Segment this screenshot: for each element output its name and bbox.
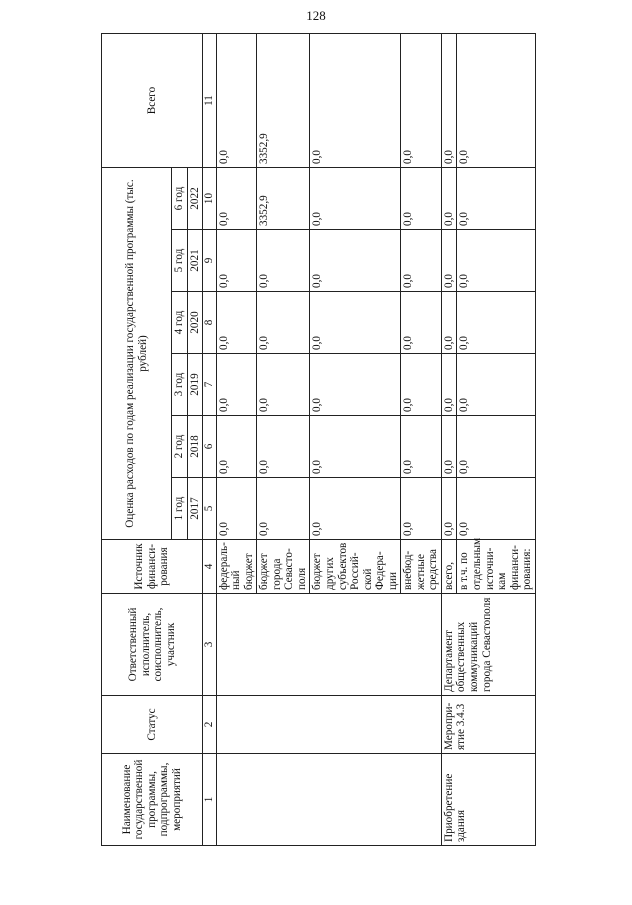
value-cell: 0,0 — [216, 354, 257, 416]
value-cell: 0,0 — [457, 168, 535, 230]
total-cell: 0,0 — [457, 34, 535, 168]
source-cell: федераль-ный бюджет — [216, 540, 257, 594]
measure-responsible: Департамент общественных коммуникаций города Севастополя — [441, 594, 535, 696]
value-cell: 0,0 — [216, 478, 257, 540]
year-label: 6 год — [172, 168, 188, 230]
header-estimate: Оценка расходов по годам реализации государственной программы (тыс. рублей) — [102, 168, 172, 540]
total-cell: 0,0 — [441, 34, 457, 168]
value-cell: 3352,9 — [257, 168, 310, 230]
year-label: 2 год — [172, 416, 188, 478]
value-cell: 0,0 — [441, 478, 457, 540]
value-cell: 0,0 — [457, 354, 535, 416]
column-number: 11 — [203, 34, 217, 168]
value-cell: 0,0 — [441, 416, 457, 478]
value-cell: 0,0 — [216, 416, 257, 478]
value-cell: 0,0 — [257, 354, 310, 416]
column-number: 8 — [203, 292, 217, 354]
value-cell: 0,0 — [441, 230, 457, 292]
header-status: Статус — [102, 696, 203, 754]
table-row — [216, 34, 257, 846]
header-source: Источник финанси-рования — [102, 540, 203, 594]
year-value: 2022 — [187, 168, 203, 230]
total-cell: 0,0 — [216, 34, 257, 168]
table-row — [441, 34, 457, 846]
value-cell: 0,0 — [457, 292, 535, 354]
value-cell: 0,0 — [401, 354, 442, 416]
column-number: 9 — [203, 230, 217, 292]
page-number: 128 — [306, 8, 326, 23]
year-value: 2018 — [187, 416, 203, 478]
value-cell: 0,0 — [257, 478, 310, 540]
column-number: 5 — [203, 478, 217, 540]
total-cell: 0,0 — [310, 34, 401, 168]
rotated-table-wrapper — [101, 34, 534, 846]
measure-name: Приобретение здания — [441, 754, 535, 846]
source-cell: бюджет города Севасто-поля — [257, 540, 310, 594]
header-name: Наименование государственной программы, подпрограммы, мероприятий — [102, 754, 203, 846]
value-cell: 0,0 — [441, 168, 457, 230]
value-cell: 0,0 — [257, 230, 310, 292]
total-cell: 3352,9 — [257, 34, 310, 168]
column-number: 7 — [203, 354, 217, 416]
value-cell: 0,0 — [310, 168, 401, 230]
source-cell: бюджет других субъектов Россий-ской Федера-ции — [310, 540, 401, 594]
value-cell: 0,0 — [216, 292, 257, 354]
value-cell: 0,0 — [441, 354, 457, 416]
empty-status-cell — [216, 696, 441, 754]
value-cell: 0,0 — [457, 230, 535, 292]
value-cell: 0,0 — [401, 416, 442, 478]
value-cell: 0,0 — [401, 478, 442, 540]
column-number: 2 — [203, 696, 217, 754]
source-cell: в т.ч. по отдельным источни-кам финанси-рования: — [457, 540, 535, 594]
value-cell: 0,0 — [216, 168, 257, 230]
year-label: 3 год — [172, 354, 188, 416]
year-value: 2021 — [187, 230, 203, 292]
year-value: 2020 — [187, 292, 203, 354]
value-cell: 0,0 — [216, 230, 257, 292]
year-label: 5 год — [172, 230, 188, 292]
header-responsible: Ответственный исполнитель, соисполнитель, участник — [102, 594, 203, 696]
value-cell: 0,0 — [457, 416, 535, 478]
value-cell: 0,0 — [401, 230, 442, 292]
budget-table — [101, 33, 536, 846]
value-cell: 0,0 — [257, 292, 310, 354]
total-cell: 0,0 — [401, 34, 442, 168]
column-number: 6 — [203, 416, 217, 478]
value-cell: 0,0 — [441, 292, 457, 354]
column-number: 4 — [203, 540, 217, 594]
source-cell: внебюд-жетные средства — [401, 540, 442, 594]
column-number: 1 — [203, 754, 217, 846]
value-cell: 0,0 — [310, 478, 401, 540]
column-number: 3 — [203, 594, 217, 696]
measure-status: Меропри-ятие 3.4.3 — [441, 696, 535, 754]
value-cell: 0,0 — [310, 354, 401, 416]
value-cell: 0,0 — [310, 292, 401, 354]
value-cell: 0,0 — [257, 416, 310, 478]
year-value: 2017 — [187, 478, 203, 540]
value-cell: 0,0 — [401, 292, 442, 354]
year-label: 4 год — [172, 292, 188, 354]
value-cell: 0,0 — [401, 168, 442, 230]
column-number: 10 — [203, 168, 217, 230]
empty-responsible-cell — [216, 594, 441, 696]
value-cell: 0,0 — [457, 478, 535, 540]
value-cell: 0,0 — [310, 230, 401, 292]
year-value: 2019 — [187, 354, 203, 416]
empty-name-cell — [216, 754, 441, 846]
header-total: Всего — [102, 34, 203, 168]
source-cell: всего, — [441, 540, 457, 594]
year-label: 1 год — [172, 478, 188, 540]
value-cell: 0,0 — [310, 416, 401, 478]
rotated-table-container — [101, 34, 534, 846]
